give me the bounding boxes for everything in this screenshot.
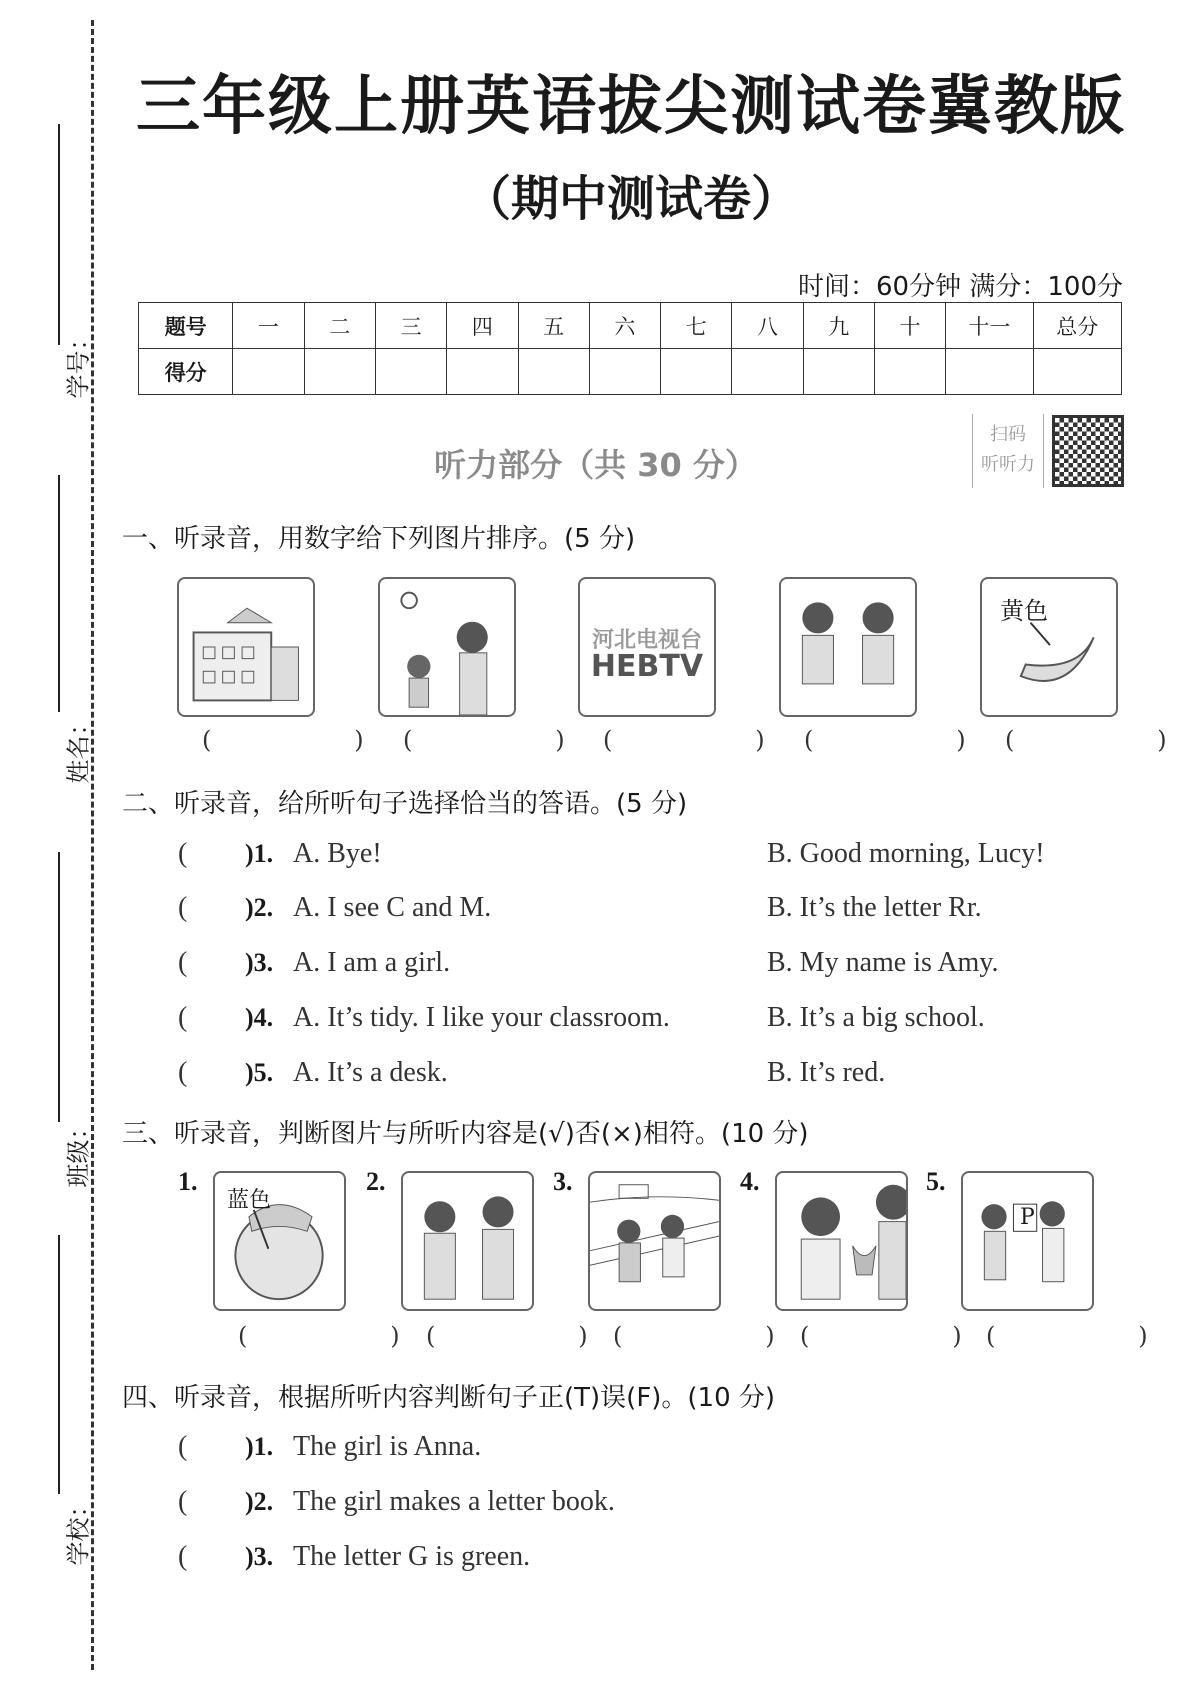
name-label: 姓名： xyxy=(64,711,93,784)
page-subtitle: （期中测试卷） xyxy=(462,171,799,227)
school-label: 学校： xyxy=(64,1493,93,1566)
answer-paren[interactable]: ( ) xyxy=(800,1322,962,1350)
score-cell[interactable] xyxy=(304,349,375,395)
answer-open-paren[interactable]: ( xyxy=(178,1541,188,1572)
answer-open-paren[interactable]: ( xyxy=(178,838,188,869)
table-header-cell: 三 xyxy=(375,303,446,349)
student-id-line xyxy=(58,124,60,345)
score-cell[interactable] xyxy=(803,349,874,395)
section4-heading: 四、听录音，根据所听内容判断句子正(T)误(F)。(10 分) xyxy=(122,1383,776,1413)
student-id-label: 学号： xyxy=(64,326,93,399)
class-line xyxy=(58,852,60,1122)
table-header-cell: 八 xyxy=(732,303,803,349)
table-header-cell: 十一 xyxy=(946,303,1033,349)
page-title: 三年级上册英语拔尖测试卷冀教版 xyxy=(136,70,1126,144)
option-b: B. Good morning, Lucy! xyxy=(767,838,1045,869)
picture-number: 4. xyxy=(740,1167,760,1196)
answer-open-paren[interactable]: ( xyxy=(178,1486,188,1517)
option-b: B. My name is Amy. xyxy=(767,947,999,978)
table-header-cell: 二 xyxy=(304,303,375,349)
tv-en-text: HEBTV xyxy=(590,649,704,684)
tv-cn-text: 河北电视台 xyxy=(591,628,702,653)
picture-2 xyxy=(401,1171,534,1311)
table-header-cell: 四 xyxy=(447,303,518,349)
answer-paren[interactable]: ( ) xyxy=(426,1322,588,1350)
item-number: )2. xyxy=(245,1487,274,1516)
picture-hebtv xyxy=(578,577,716,717)
option-a: A. I see C and M. xyxy=(293,892,492,923)
qr-label-line: 扫码 xyxy=(990,424,1026,445)
picture-5 xyxy=(961,1171,1094,1311)
item-number: )1. xyxy=(245,1432,274,1461)
table-header-cell: 七 xyxy=(661,303,732,349)
picture-banana xyxy=(980,577,1118,717)
picture-3 xyxy=(588,1171,721,1311)
statement: The letter G is green. xyxy=(293,1541,531,1572)
score-cell[interactable] xyxy=(946,349,1033,395)
answer-open-paren[interactable]: ( xyxy=(178,892,188,923)
cut-line xyxy=(91,20,94,1670)
class-label: 班级： xyxy=(64,1115,93,1188)
score-cell[interactable] xyxy=(233,349,304,395)
option-b: B. It’s red. xyxy=(767,1057,886,1088)
qr-label-line: 听听力 xyxy=(981,454,1035,475)
table-header-cell: 九 xyxy=(803,303,874,349)
item-number: )4. xyxy=(245,1003,274,1032)
answer-paren[interactable]: ( ) xyxy=(1005,726,1167,754)
exam-meta: 时间：60分钟 满分：100分 xyxy=(798,272,1123,302)
item-number: )3. xyxy=(245,1542,274,1571)
picture-illustration xyxy=(777,1173,906,1309)
option-b: B. It’s a big school. xyxy=(767,1002,985,1033)
listening-header: 听力部分（共 30 分） xyxy=(434,446,757,484)
picture-illustration xyxy=(590,1173,719,1309)
picture-school xyxy=(177,577,315,717)
blue-text: 蓝色 xyxy=(227,1188,272,1213)
option-a: A. It’s tidy. I like your classroom. xyxy=(293,1002,670,1033)
qr-label xyxy=(972,414,1044,488)
name-line xyxy=(58,475,60,712)
table-header-cell: 一 xyxy=(233,303,304,349)
score-cell[interactable] xyxy=(447,349,518,395)
score-cell[interactable] xyxy=(732,349,803,395)
picture-number: 3. xyxy=(553,1167,573,1196)
picture-number: 1. xyxy=(178,1167,198,1196)
item-number: )2. xyxy=(245,893,274,922)
picture-number: 5. xyxy=(926,1167,946,1196)
table-header-cell: 总分 xyxy=(1033,303,1121,349)
option-a: A. I am a girl. xyxy=(293,947,451,978)
statement: The girl makes a letter book. xyxy=(293,1486,615,1517)
section3-heading: 三、听录音，判断图片与所听内容是(√)否(×)相符。(10 分) xyxy=(122,1119,809,1149)
score-cell[interactable] xyxy=(589,349,660,395)
item-number: )3. xyxy=(245,948,274,977)
letter-p-text: P xyxy=(1020,1205,1035,1230)
answer-paren[interactable]: ( ) xyxy=(613,1322,775,1350)
answer-open-paren[interactable]: ( xyxy=(178,1002,188,1033)
table-header-cell: 题号 xyxy=(139,303,233,349)
answer-paren[interactable]: ( ) xyxy=(603,726,765,754)
option-a: A. It’s a desk. xyxy=(293,1057,448,1088)
picture-illustration xyxy=(963,1173,1092,1309)
answer-paren[interactable]: ( ) xyxy=(202,726,364,754)
item-number: )1. xyxy=(245,839,274,868)
item-number: )5. xyxy=(245,1058,274,1087)
table-row-label: 得分 xyxy=(139,349,233,395)
picture-1 xyxy=(213,1171,346,1311)
answer-paren[interactable]: ( ) xyxy=(403,726,565,754)
section2-heading: 二、听录音，给所听句子选择恰当的答语。(5 分) xyxy=(122,789,688,819)
picture-two-girls xyxy=(779,577,917,717)
answer-paren[interactable]: ( ) xyxy=(986,1322,1148,1350)
picture-number: 2. xyxy=(366,1167,386,1196)
score-table xyxy=(138,302,1122,395)
option-a: A. Bye! xyxy=(293,838,382,869)
answer-open-paren[interactable]: ( xyxy=(178,947,188,978)
school-line xyxy=(58,1235,60,1494)
score-cell[interactable] xyxy=(661,349,732,395)
answer-open-paren[interactable]: ( xyxy=(178,1431,188,1462)
picture-illustration xyxy=(403,1173,532,1309)
yellow-text: 黄色 xyxy=(1000,597,1048,625)
statement: The girl is Anna. xyxy=(293,1431,482,1462)
answer-paren[interactable]: ( ) xyxy=(804,726,966,754)
score-cell[interactable] xyxy=(1033,349,1121,395)
section1-heading: 一、听录音，用数字给下列图片排序。(5 分) xyxy=(122,524,636,554)
answer-paren[interactable]: ( ) xyxy=(238,1322,400,1350)
score-cell[interactable] xyxy=(518,349,589,395)
picture-greeting xyxy=(378,577,516,717)
picture-4 xyxy=(775,1171,908,1311)
option-b: B. It’s the letter Rr. xyxy=(767,892,982,923)
answer-open-paren[interactable]: ( xyxy=(178,1057,188,1088)
score-cell[interactable] xyxy=(375,349,446,395)
score-cell[interactable] xyxy=(874,349,945,395)
table-header-cell: 十 xyxy=(874,303,945,349)
table-header-cell: 六 xyxy=(589,303,660,349)
qr-code[interactable] xyxy=(1052,415,1124,487)
table-header-cell: 五 xyxy=(518,303,589,349)
